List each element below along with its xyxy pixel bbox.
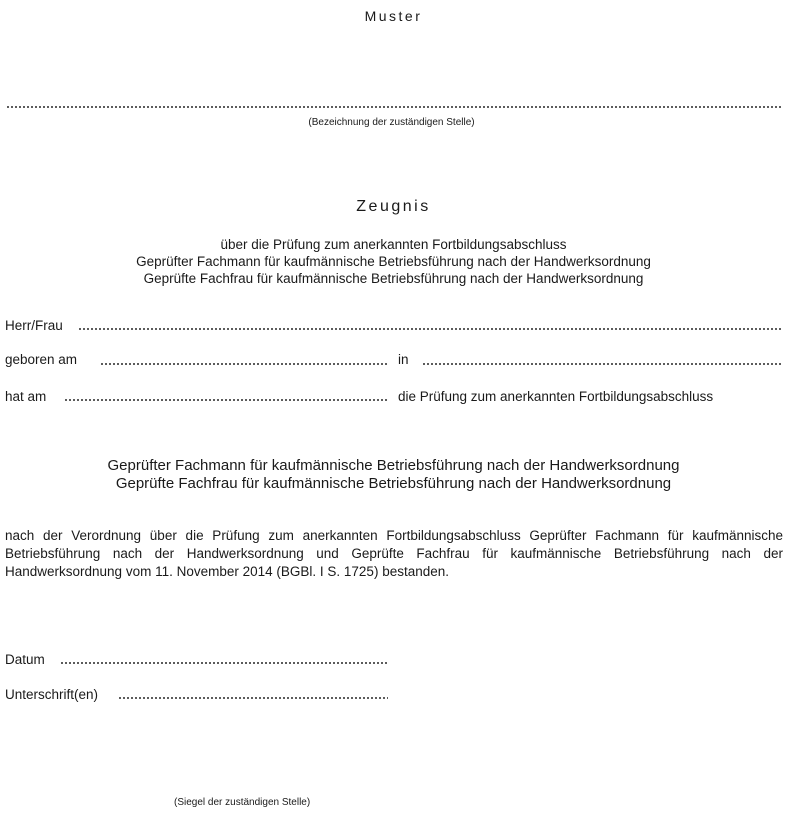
date-dotted-line [60, 662, 388, 664]
birthplace-label: in [398, 352, 409, 367]
signature-dotted-line [118, 697, 388, 699]
signature-label: Unterschrift(en) [5, 687, 99, 702]
authority-dotted-line [6, 106, 782, 108]
certificate-title: Zeugnis [356, 198, 431, 215]
name-label: Herr/Frau [5, 318, 63, 333]
born-date-dotted-line [100, 363, 388, 365]
date-label: Datum [5, 652, 45, 667]
subtitle-line-2: Geprüfter Fachmann für kaufmännische Betriebsführung nach der Handwerksordnung [136, 254, 651, 269]
name-dotted-line [78, 328, 782, 330]
qualification-line-2: Geprüfte Fachfrau für kaufmännische Betriebsführung nach der Handwerksordnung [115, 475, 672, 492]
regulation-paragraph: nach der Verordnung über die Prüfung zum anerkannten Fortbildungsabschluss Geprüfter Fachmann für kaufmännische Betriebsführung nach der Handwerksordnung und Geprüfte Fachfrau für kaufmännische Betriebsführung nach der Handwerksordnung vom 11. November 2014 (BGBl. I S. 1725) bestanden. [5, 528, 783, 579]
exam-date-dotted-line [64, 399, 388, 401]
qualification-line-1: Geprüfter Fachmann für kaufmännische Betriebsführung nach der Handwerksordnung [107, 457, 680, 474]
subtitle-line-1: über die Prüfung zum anerkannten Fortbildungsabschluss [220, 237, 567, 252]
muster-label: Muster [364, 8, 423, 24]
seal-caption: (Siegel der zuständigen Stelle) [174, 797, 311, 808]
authority-caption: (Bezeichnung der zuständigen Stelle) [308, 117, 475, 128]
exam-date-label: hat am [5, 389, 47, 404]
subtitle-line-3: Geprüfte Fachfrau für kaufmännische Betriebsführung nach der Handwerksordnung [143, 271, 644, 286]
exam-text: die Prüfung zum anerkannten Fortbildungsabschluss [398, 389, 714, 404]
birthplace-dotted-line [422, 363, 782, 365]
born-label: geboren am [5, 352, 78, 367]
